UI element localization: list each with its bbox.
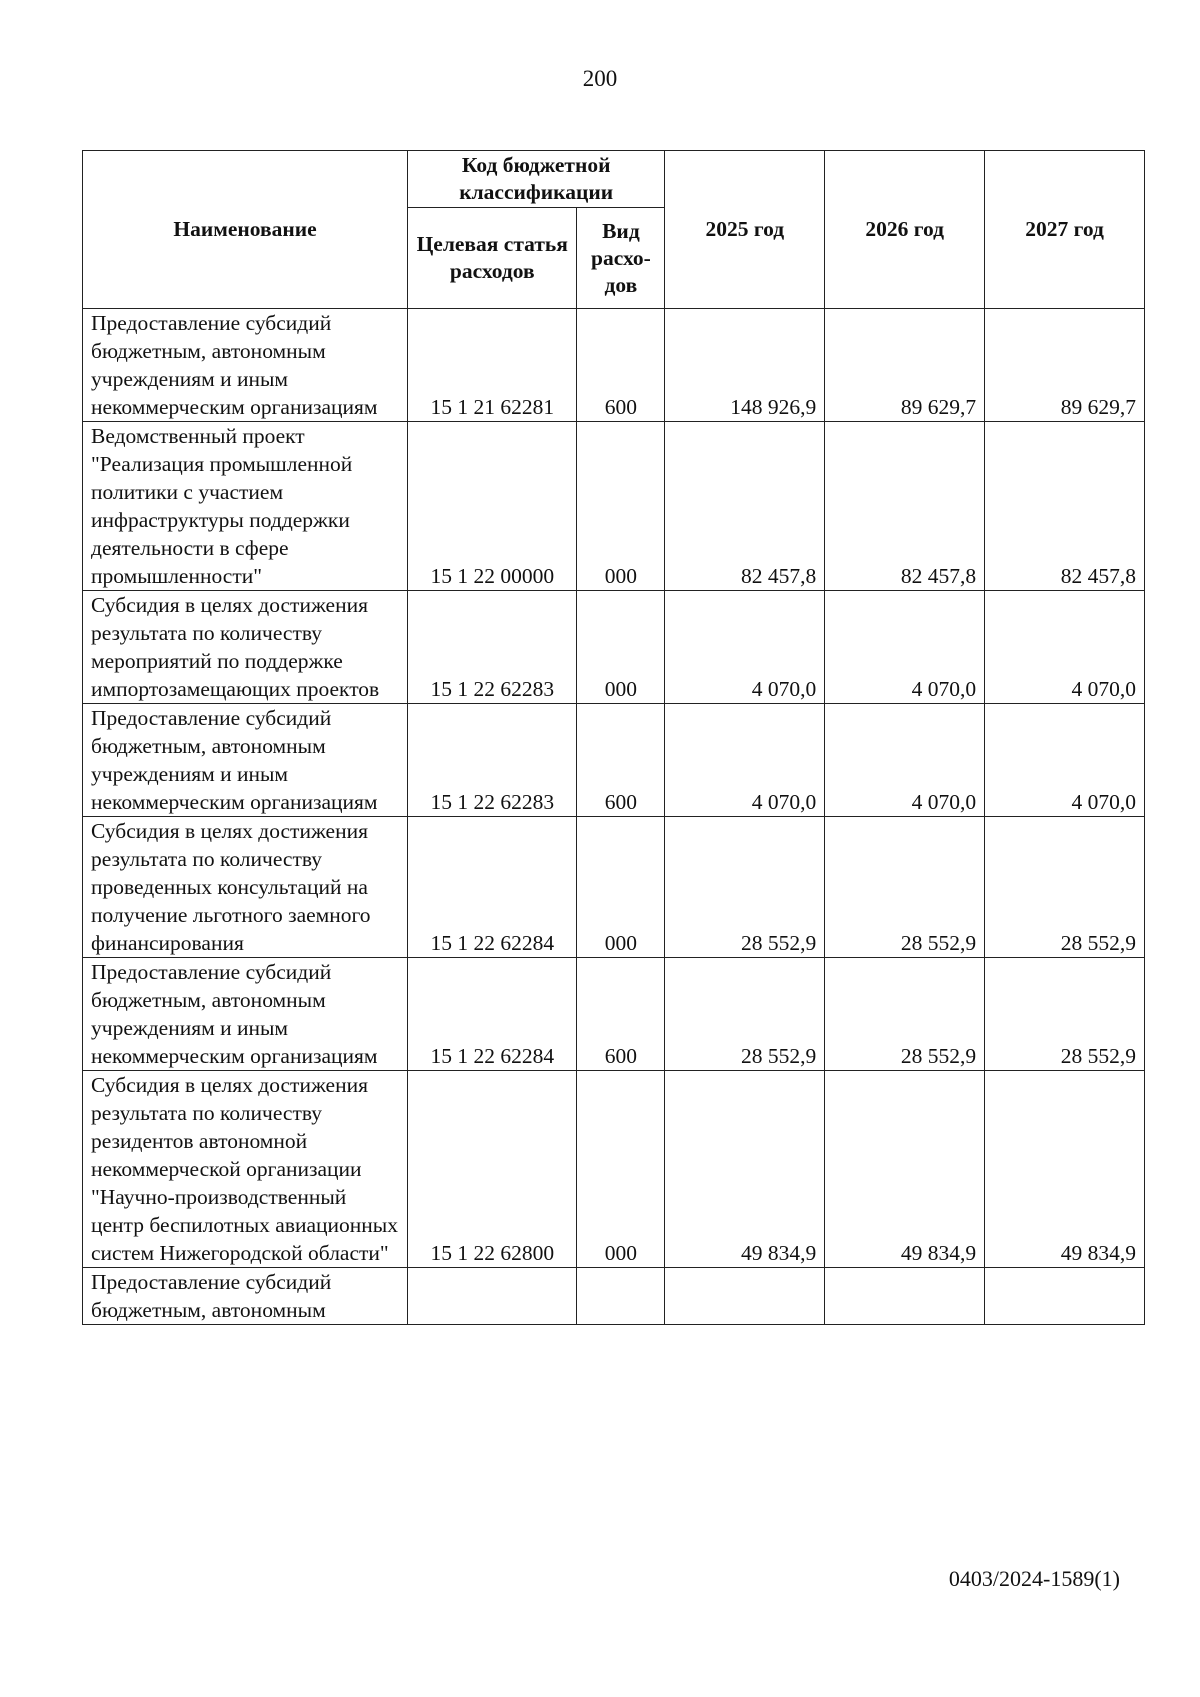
row-value-2026: 4 070,0 [825, 591, 985, 704]
row-name: Субсидия в целях достижения результата по количеству резидентов автономной некоммерческой организации "Научно-производственный центр беспилотных авиационных систем Нижегородской области" [83, 1071, 408, 1268]
table-row [83, 591, 1145, 704]
row-name: Предоставление субсидий бюджетным, автономным учреждениям и иным некоммерческим организациям [83, 704, 408, 817]
row-value-2025 [665, 1268, 825, 1325]
budget-table [82, 150, 1145, 1325]
row-name: Предоставление субсидий бюджетным, автономным учреждениям и иным некоммерческим организациям [83, 309, 408, 422]
table-row [83, 422, 1145, 591]
row-value-2026 [825, 1268, 985, 1325]
header-name: Наименование [83, 151, 408, 309]
table-row [83, 1268, 1145, 1325]
row-expense-type: 000 [577, 422, 665, 591]
header-year-2027: 2027 год [985, 151, 1145, 309]
row-name: Ведомственный проект "Реализация промышленной политики с участием инфраструктуры поддержки деятельности в сфере промышленности" [83, 422, 408, 591]
header-year-2025: 2025 год [665, 151, 825, 309]
row-value-2026: 4 070,0 [825, 704, 985, 817]
row-value-2027: 89 629,7 [985, 309, 1145, 422]
row-value-2025: 4 070,0 [665, 591, 825, 704]
row-name: Субсидия в целях достижения результата по количеству мероприятий по поддержке импортозамещающих проектов [83, 591, 408, 704]
header-code-group: Код бюджетной классификации [408, 151, 665, 208]
row-value-2026: 28 552,9 [825, 817, 985, 958]
document-id: 0403/2024-1589(1) [948, 1566, 1120, 1591]
table-body [83, 309, 1145, 1325]
row-expense-type: 000 [577, 1071, 665, 1268]
row-target-article: 15 1 22 62800 [408, 1071, 577, 1268]
row-name: Предоставление субсидий бюджетным, автономным учреждениям и иным некоммерческим организациям [83, 958, 408, 1071]
row-expense-type: 600 [577, 309, 665, 422]
row-target-article [408, 1268, 577, 1325]
row-expense-type: 600 [577, 958, 665, 1071]
header-year-2026: 2026 год [825, 151, 985, 309]
row-value-2027: 28 552,9 [985, 817, 1145, 958]
table-row [83, 958, 1145, 1071]
row-target-article: 15 1 22 62284 [408, 958, 577, 1071]
row-value-2027 [985, 1268, 1145, 1325]
row-target-article: 15 1 22 00000 [408, 422, 577, 591]
row-name: Субсидия в целях достижения результата по количеству проведенных консультаций на получение льготного заемного финансирования [83, 817, 408, 958]
row-value-2026: 89 629,7 [825, 309, 985, 422]
table-row [83, 704, 1145, 817]
row-target-article: 15 1 22 62284 [408, 817, 577, 958]
row-value-2025: 148 926,9 [665, 309, 825, 422]
row-value-2027: 28 552,9 [985, 958, 1145, 1071]
table-row [83, 1071, 1145, 1268]
row-expense-type [577, 1268, 665, 1325]
row-target-article: 15 1 21 62281 [408, 309, 577, 422]
row-value-2027: 49 834,9 [985, 1071, 1145, 1268]
row-target-article: 15 1 22 62283 [408, 704, 577, 817]
row-value-2025: 4 070,0 [665, 704, 825, 817]
row-value-2027: 82 457,8 [985, 422, 1145, 591]
row-value-2025: 28 552,9 [665, 958, 825, 1071]
row-expense-type: 000 [577, 817, 665, 958]
row-value-2025: 49 834,9 [665, 1071, 825, 1268]
row-expense-type: 600 [577, 704, 665, 817]
row-target-article: 15 1 22 62283 [408, 591, 577, 704]
row-value-2027: 4 070,0 [985, 591, 1145, 704]
row-value-2026: 28 552,9 [825, 958, 985, 1071]
row-value-2025: 28 552,9 [665, 817, 825, 958]
header-expense-type: Вид расхо-дов [577, 208, 665, 309]
row-value-2027: 4 070,0 [985, 704, 1145, 817]
row-value-2026: 49 834,9 [825, 1071, 985, 1268]
row-value-2026: 82 457,8 [825, 422, 985, 591]
page-number: 200 [582, 66, 618, 91]
header-target-article: Целевая статья расходов [408, 208, 577, 309]
table-row [83, 817, 1145, 958]
row-value-2025: 82 457,8 [665, 422, 825, 591]
row-expense-type: 000 [577, 591, 665, 704]
table-row [83, 309, 1145, 422]
table-header [83, 151, 1145, 309]
row-name: Предоставление субсидий бюджетным, автономным [83, 1268, 408, 1325]
